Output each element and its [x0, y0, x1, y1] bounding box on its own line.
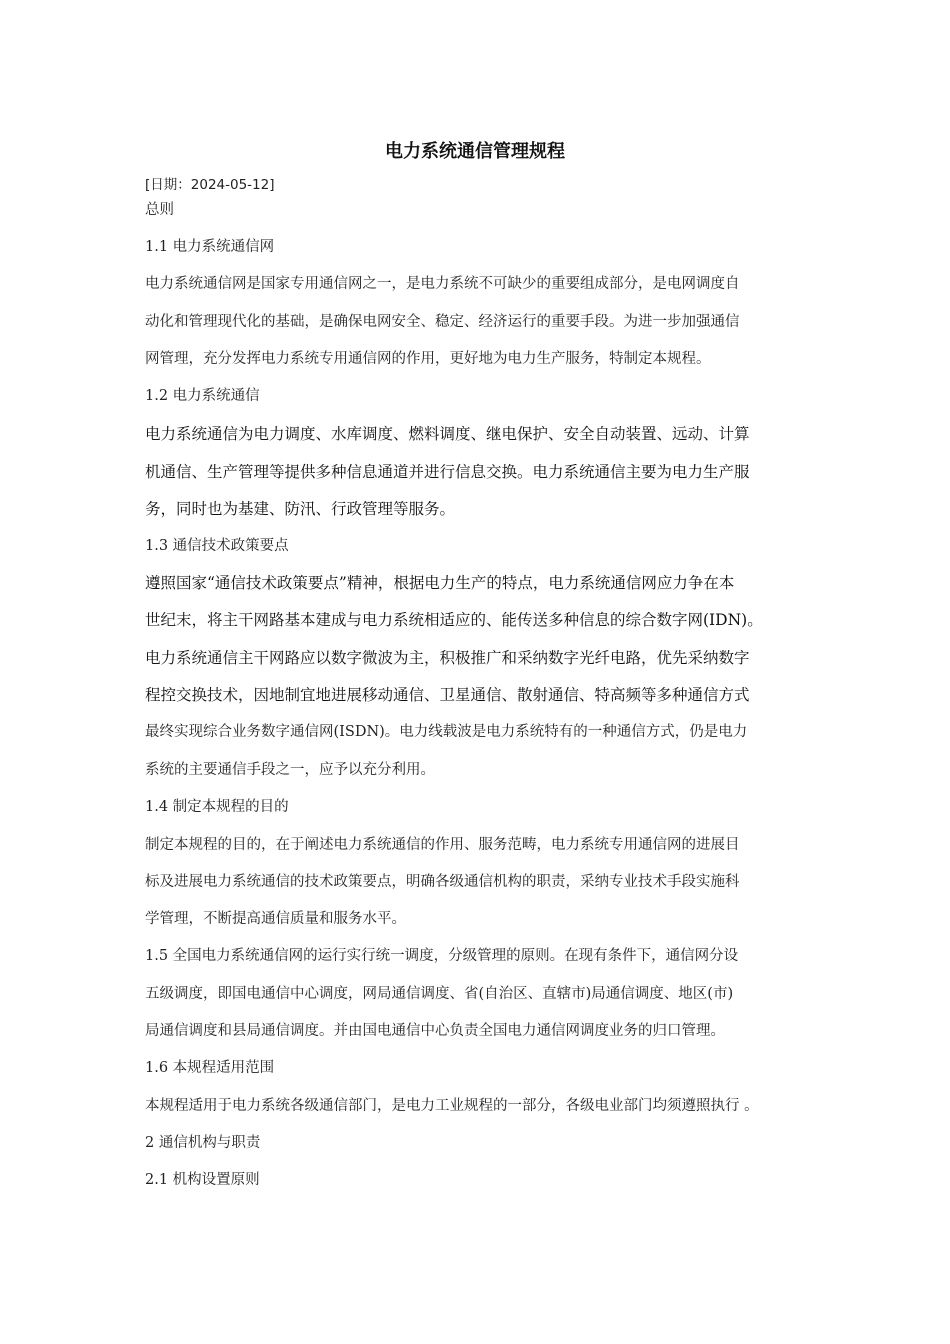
section-heading: 1.4 制定本规程的目的: [145, 799, 289, 815]
paragraph-line: 学管理，不断提高通信质量和服务水平。: [145, 911, 406, 927]
document-date: [日期：2024-05-12]: [145, 177, 275, 193]
section-heading: 2.1 机构设置原则: [145, 1172, 260, 1188]
paragraph-line: 1.5 全国电力系统通信网的运行实行统一调度，分级管理的原则。在现有条件下，通信网分设: [145, 948, 739, 964]
section-heading: 1.3 通信技术政策要点: [145, 538, 289, 554]
section-heading: 总则: [145, 202, 174, 218]
paragraph-line: 电力系统通信为电力调度、水库调度、燃料调度、继电保护、安全自动装置、远动、计算: [145, 425, 750, 443]
paragraph-line: 电力系统通信网是国家专用通信网之一，是电力系统不可缺少的重要组成部分，是电网调度自: [145, 276, 740, 292]
section-heading: 1.1 电力系统通信网: [145, 239, 275, 255]
paragraph-line: 五级调度，即国电通信中心调度，网局通信调度、省(自治区、直辖市)局通信调度、地区(市): [145, 986, 734, 1002]
paragraph-line: 世纪末，将主干网路基本建成与电力系统相适应的、能传送多种信息的综合数字网(IDN)。: [145, 611, 763, 629]
paragraph-line: 网管理，充分发挥电力系统专用通信网的作用，更好地为电力生产服务，特制定本规程。: [145, 351, 711, 367]
paragraph-line: 局通信调度和县局通信调度。并由国电通信中心负责全国电力通信网调度业务的归口管理。: [145, 1023, 725, 1039]
document-title: 电力系统通信管理规程: [385, 141, 565, 162]
section-heading: 1.6 本规程适用范围: [145, 1060, 275, 1076]
paragraph-line: 制定本规程的目的，在于阐述电力系统通信的作用、服务范畴，电力系统专用通信网的进展目: [145, 837, 740, 853]
section-heading: 2 通信机构与职责: [145, 1135, 261, 1151]
paragraph-line: 机通信、生产管理等提供多种信息通道并进行信息交换。电力系统通信主要为电力生产服: [145, 463, 750, 481]
paragraph-line: 最终实现综合业务数字通信网(ISDN)。电力线载波是电力系统特有的一种通信方式，仍是电力: [145, 724, 748, 740]
paragraph-line: 系统的主要通信手段之一，应予以充分利用。: [145, 762, 435, 778]
paragraph-line: 动化和管理现代化的基础，是确保电网安全、稳定、经济运行的重要手段。为进一步加强通信: [145, 314, 740, 330]
paragraph-line: 遵照国家“通信技术政策要点”精神，根据电力生产的特点，电力系统通信网应力争在本: [145, 574, 735, 592]
paragraph-line: 程控交换技术，因地制宜地进展移动通信、卫星通信、散射通信、特高频等多种通信方式: [145, 686, 750, 704]
paragraph-line: 务，同时也为基建、防汛、行政管理等服务。: [145, 500, 456, 518]
paragraph-line: 电力系统通信主干网路应以数字微波为主，积极推广和采纳数字光纤电路，优先采纳数字: [145, 649, 750, 667]
paragraph-line: 本规程适用于电力系统各级通信部门，是电力工业规程的一部分，各级电业部门均须遵照执行 。: [145, 1098, 759, 1114]
paragraph-line: 标及进展电力系统通信的技术政策要点，明确各级通信机构的职责，采纳专业技术手段实施科: [145, 874, 740, 890]
section-heading: 1.2 电力系统通信: [145, 388, 260, 404]
